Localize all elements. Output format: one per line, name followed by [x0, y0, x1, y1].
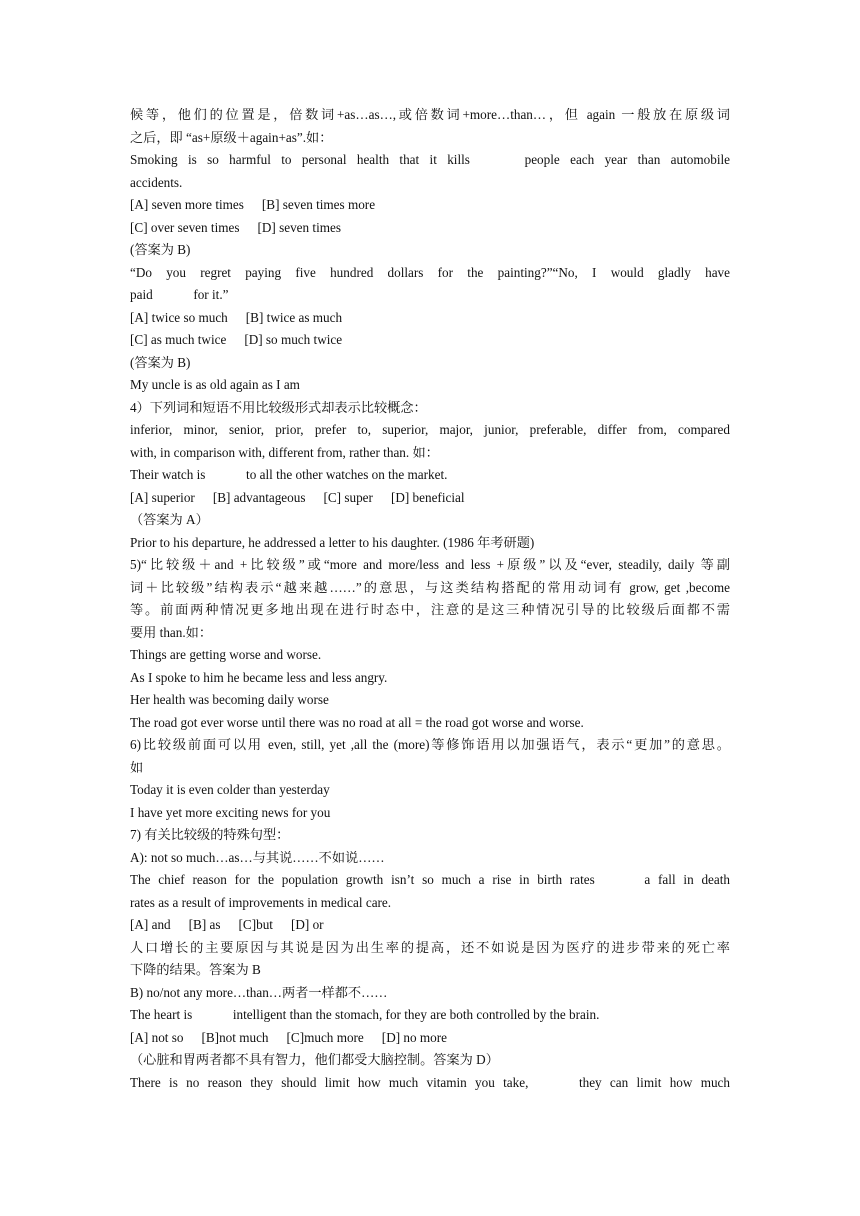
text-line: 5)“比较级＋and +比较级”或“more and more/less and less +原级”以及“ever, steadily, daily 等副: [130, 557, 730, 572]
text-line: 要用 than.如：: [130, 624, 213, 640]
options-line: [130, 487, 730, 510]
option-item: [A] and: [130, 917, 171, 932]
text-line: 之后，即 “as+原级＋again+as”.如：: [130, 129, 333, 145]
option-item: [B] advantageous: [212, 489, 306, 505]
option-item: [A] superior: [130, 489, 195, 505]
text-line: [130, 1004, 730, 1027]
sentence-part: There is no reason they should limit how much vitamin you take,: [130, 1074, 529, 1090]
option-item: [B]not much: [201, 1029, 269, 1045]
text-line: （答案为 A）: [130, 512, 209, 527]
options-line: [130, 194, 730, 217]
text-line: My uncle is as old again as I am: [130, 377, 300, 392]
document-page: [130, 104, 730, 1094]
text-line: A): not so much…as…与其说……不如说……: [130, 849, 385, 865]
option-item: [C]but: [238, 917, 273, 932]
sentence-part: for it.”: [193, 287, 229, 302]
text-line: 人口增长的主要原因与其说是因为出生率的提高，还不如说是因为医疗的进步带来的死亡率: [130, 939, 730, 955]
option-item: [B] seven times more: [261, 197, 376, 212]
options-line: [130, 307, 730, 330]
text-line: (答案为 B): [130, 242, 191, 257]
option-item: [D] so much twice: [244, 332, 343, 347]
options-line: [130, 217, 730, 240]
text-line: 候等，他们的位置是，倍数词+as…as…,或倍数词+more…than…，但 again 一般放在原级词: [130, 107, 730, 122]
option-item: [C] over seven times: [130, 219, 240, 235]
text-line: （心脏和胃两者都不具有智力，他们都受大脑控制。答案为 D）: [130, 1052, 499, 1067]
text-line: 下降的结果。答案为 B: [130, 962, 261, 977]
text-line: Things are getting worse and worse.: [130, 647, 322, 662]
sentence-part: they can limit how much: [578, 1074, 730, 1090]
text-line: rates as a result of improvements in medical care.: [130, 894, 392, 910]
text-line: 如: [130, 759, 144, 775]
options-line: [130, 329, 730, 352]
sentence-part: to all the other watches on the market.: [246, 467, 448, 482]
text-line: As I spoke to him he became less and less angry.: [130, 669, 388, 685]
text-line: Today it is even colder than yesterday: [130, 782, 330, 797]
text-line: [130, 149, 730, 172]
text-line: 7) 有关比较级的特殊句型：: [130, 827, 290, 842]
sentence-part: The chief reason for the population growth isn’t so much a rise in birth rates: [130, 872, 595, 887]
text-line: [130, 1072, 730, 1095]
sentence-part: a fall in death: [644, 872, 730, 887]
options-line: [130, 914, 730, 937]
text-line: 6)比较级前面可以用 even, still, yet ,all the (more)等修饰语用以加强语气，表示“更加”的意思。: [130, 737, 730, 752]
text-line: with, in comparison with, different from, rather than. 如：: [130, 444, 439, 460]
sentence-part: Their watch is: [130, 467, 206, 482]
sentence-part: Smoking is so harmful to personal health that it kills: [130, 152, 470, 167]
text-line: [130, 869, 730, 892]
text-line: inferior, minor, senior, prior, prefer to, superior, major, junior, preferable, differ from, compared: [130, 422, 730, 437]
text-line: 4）下列词和短语不用比较级形式却表示比较概念：: [130, 399, 427, 415]
sentence-part: The heart is: [130, 1007, 193, 1022]
option-item: [C] super: [323, 489, 373, 505]
sentence-part: paid: [130, 287, 153, 302]
text-line: [130, 284, 730, 307]
option-item: [D] or: [290, 917, 324, 932]
text-line: The road got ever worse until there was no road at all = the road got worse and worse.: [130, 714, 584, 730]
option-item: [D] no more: [381, 1029, 447, 1045]
options-line: [130, 1027, 730, 1050]
option-item: [D] seven times: [257, 219, 341, 235]
text-line: [130, 464, 730, 487]
text-line: 等。前面两种情况更多地出现在进行时态中，注意的是这三种情况引导的比较级后面都不需: [130, 602, 730, 617]
option-item: [A] seven more times: [130, 197, 244, 212]
sentence-part: people each year than automobile: [524, 152, 730, 167]
text-line: (答案为 B): [130, 354, 191, 370]
text-line: I have yet more exciting news for you: [130, 804, 331, 820]
option-item: [A] not so: [130, 1029, 184, 1045]
text-line: 词＋比较级”结构表示“越来越……”的意思，与这类结构搭配的常用动词有 grow, get ,become: [130, 579, 730, 595]
option-item: [C] as much twice: [130, 332, 227, 347]
text-line: B) no/not any more…than…两者一样都不……: [130, 984, 388, 1000]
text-line: Prior to his departure, he addressed a letter to his daughter. (1986 年考研题): [130, 534, 535, 550]
option-item: [C]much more: [286, 1029, 364, 1045]
option-item: [B] twice as much: [245, 309, 343, 325]
option-item: [D] beneficial: [390, 489, 465, 505]
option-item: [A] twice so much: [130, 309, 228, 325]
sentence-part: intelligent than the stomach, for they are both controlled by the brain.: [232, 1007, 600, 1022]
text-line: accidents.: [130, 174, 183, 190]
option-item: [B] as: [188, 917, 221, 932]
text-line: “Do you regret paying five hundred dollars for the painting?”“No, I would gladly have: [130, 264, 730, 280]
text-line: Her health was becoming daily worse: [130, 692, 329, 707]
